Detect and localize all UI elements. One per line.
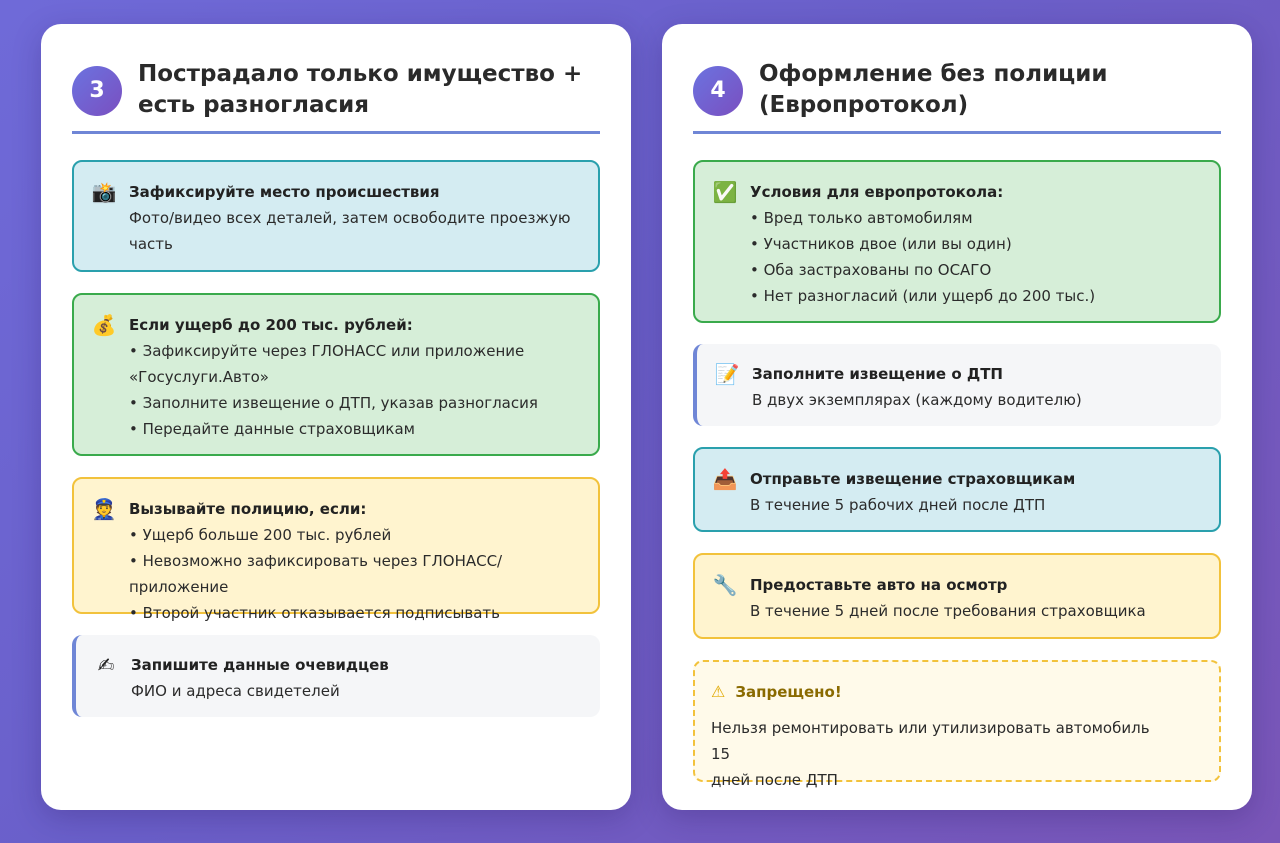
outbox-tray-icon: 📤 (712, 467, 738, 491)
card-title (759, 59, 1107, 121)
send-notice-block (693, 447, 1221, 532)
step-number-badge: 4 (693, 66, 743, 116)
wrench-icon: 🔧 (712, 573, 738, 597)
card-title-line: (Европротокол) (759, 91, 969, 118)
inspection-block (693, 553, 1221, 639)
damage-under-200k-block (72, 293, 600, 456)
block-text: В течение 5 дней после требования страховщика (750, 602, 1146, 620)
warning-icon: ⚠ (711, 682, 726, 701)
warning-text-line: дней после ДТП (711, 771, 838, 789)
list-item: • Невозможно зафиксировать через ГЛОНАСС/приложение (129, 552, 503, 596)
step-4-card (662, 24, 1252, 810)
list-item: • Зафиксируйте через ГЛОНАСС или приложение (129, 342, 525, 360)
list-item: • Заполните извещение о ДТП, указав разногласия (129, 394, 538, 412)
writing-hand-icon: ✍ (97, 653, 115, 677)
block-title: Если ущерб до 200 тыс. рублей: (129, 316, 413, 334)
list-item: • Нет разногласий (или ущерб до 200 тыс.) (750, 287, 1096, 305)
card-title-line: есть разногласия (138, 91, 370, 118)
block-text: ФИО и адреса свидетелей (131, 682, 340, 700)
list-item: • Участников двое (или вы один) (750, 235, 1012, 253)
list-item: • Второй участник отказывается подписывать (129, 604, 500, 622)
block-text: В течение 5 рабочих дней после ДТП (750, 496, 1046, 514)
list-item: • Ущерб больше 200 тыс. рублей (129, 526, 392, 544)
fill-notice-block (693, 344, 1221, 426)
list-item: «Госуслуги.Авто» (129, 368, 269, 386)
camera-flash-icon: 📸 (91, 180, 117, 204)
warning-text (711, 715, 1161, 793)
block-title: Вызывайте полицию, если: (129, 500, 367, 518)
block-title: Условия для европротокола: (750, 183, 1004, 201)
witnesses-block (72, 635, 600, 717)
block-text: В двух экземплярах (каждому водителю) (752, 391, 1082, 409)
check-mark-icon: ✅ (712, 180, 738, 204)
list-item: • Оба застрахованы по ОСАГО (750, 261, 992, 279)
list-item: • Вред только автомобилям (750, 209, 973, 227)
memo-icon: 📝 (714, 362, 740, 386)
block-text: часть (129, 235, 173, 253)
block-title: Предоставьте авто на осмотр (750, 576, 1008, 594)
police-officer-icon: 👮 (91, 497, 117, 521)
card-title (138, 59, 582, 121)
warning-text-line: Нельзя ремонтировать или утилизировать автомобиль 15 (711, 719, 1150, 763)
card-title-line: Оформление без полиции (759, 60, 1108, 87)
step-3-card (41, 24, 631, 810)
call-police-block (72, 477, 600, 622)
europrotocol-conditions-block (693, 160, 1221, 323)
block-title: Зафиксируйте место происшествия (129, 183, 440, 201)
step-number-badge: 3 (72, 66, 122, 116)
warning-title: Запрещено! (735, 683, 842, 701)
block-title: Отправьте извещение страховщикам (750, 470, 1076, 488)
block-text: Фото/видео всех деталей, затем освободите проезжую (129, 209, 571, 227)
warning-header (711, 679, 1203, 705)
forbidden-warning-block (693, 660, 1221, 789)
block-title: Запишите данные очевидцев (131, 656, 389, 674)
card-header (72, 56, 600, 134)
card-title-line: Пострадало только имущество + (138, 60, 583, 87)
money-bag-icon: 💰 (91, 313, 117, 337)
card-header (693, 56, 1221, 134)
block-title: Заполните извещение о ДТП (752, 365, 1003, 383)
list-item: • Передайте данные страховщикам (129, 420, 415, 438)
record-scene-block (72, 160, 600, 272)
